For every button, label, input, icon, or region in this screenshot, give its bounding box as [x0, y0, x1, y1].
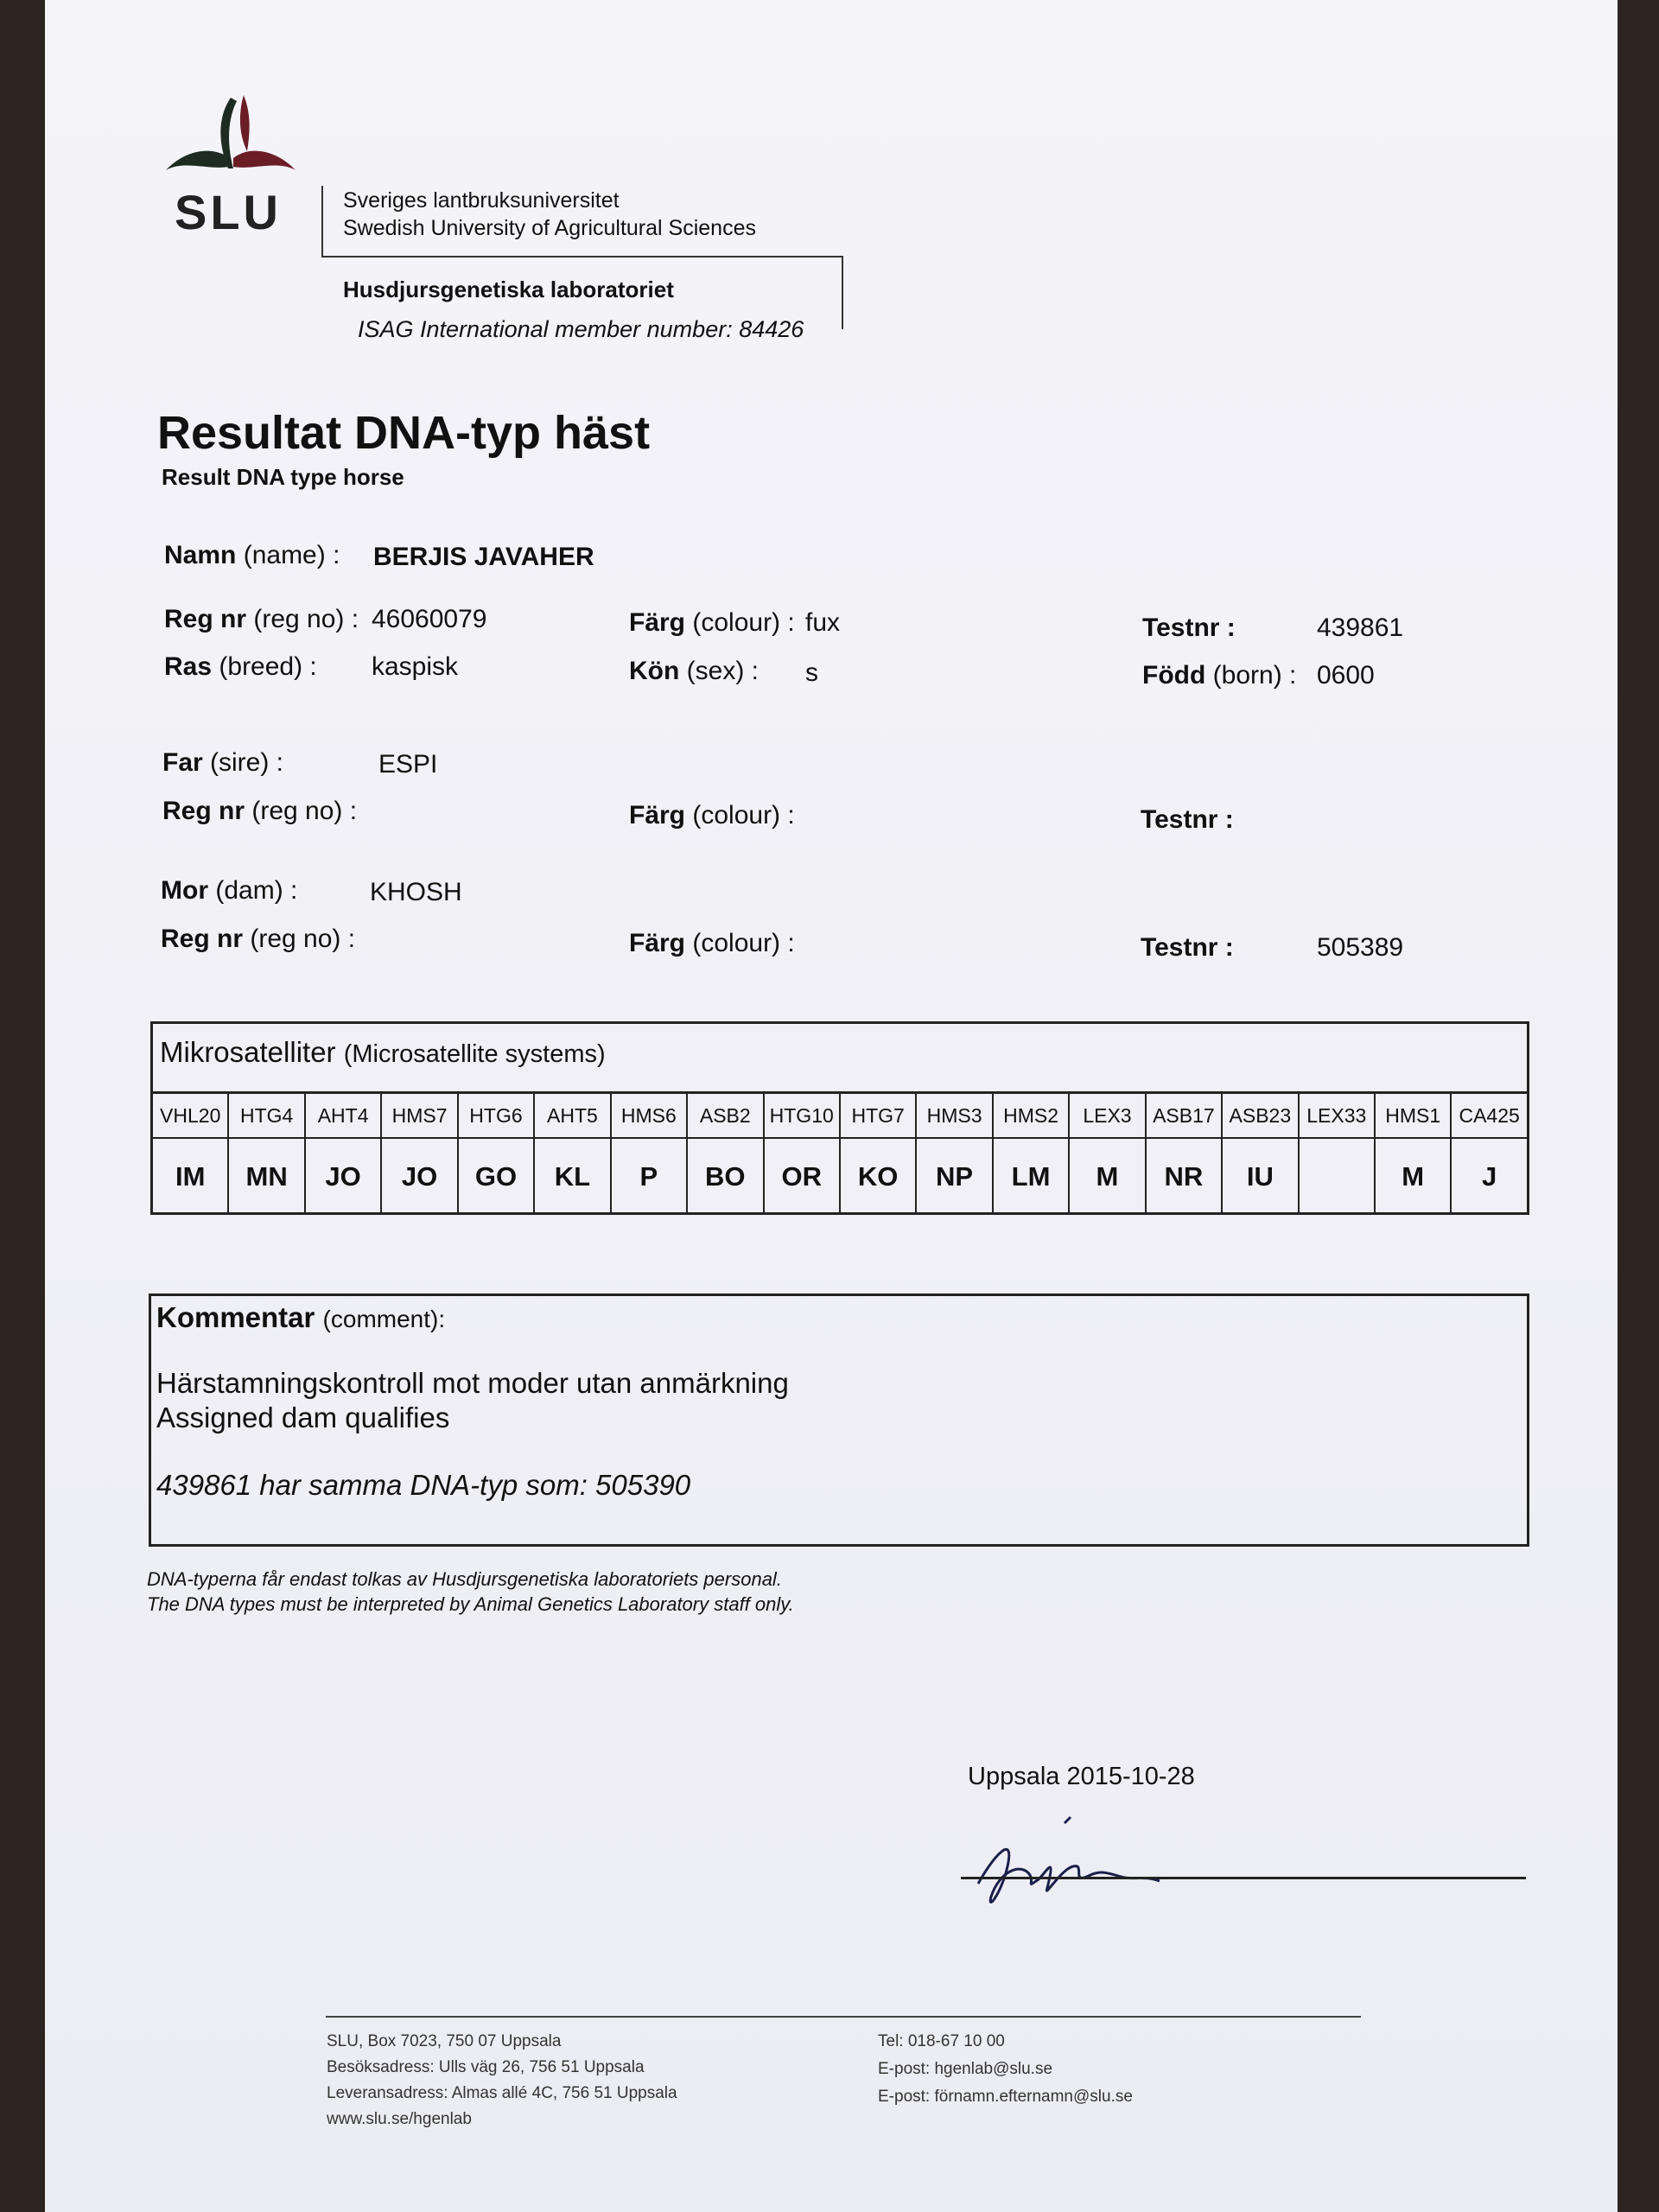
colour-label: Färg (colour) :	[629, 608, 795, 637]
marker-column	[1300, 1094, 1376, 1215]
marker-column	[688, 1094, 764, 1215]
horse-breed: kaspisk	[372, 652, 459, 681]
microsatellite-table	[150, 1021, 1529, 1215]
marker-name: HTG7	[841, 1094, 915, 1139]
document-page	[45, 0, 1618, 2212]
marker-value: KL	[554, 1161, 591, 1192]
marker-value: NP	[936, 1161, 974, 1192]
marker-value: JO	[401, 1161, 438, 1192]
breed-label: Ras (breed) :	[164, 652, 317, 681]
marker-name: HTG4	[229, 1094, 303, 1139]
signature-image	[961, 1802, 1185, 1923]
page-subtitle: Result DNA type horse	[162, 464, 404, 490]
marker-column	[765, 1094, 841, 1215]
horse-sex: s	[805, 658, 818, 687]
marker-name: ASB23	[1223, 1094, 1297, 1139]
marker-value: GO	[474, 1161, 518, 1192]
marker-column	[612, 1094, 688, 1215]
sire-label: Far (sire) :	[162, 748, 284, 777]
born-label: Född (born) :	[1142, 661, 1297, 690]
marker-value: KO	[857, 1161, 899, 1192]
marker-column	[1223, 1094, 1299, 1215]
horse-reg: 46060079	[372, 605, 487, 633]
marker-column	[459, 1094, 535, 1215]
marker-value: MN	[245, 1161, 288, 1192]
marker-value: M	[1096, 1161, 1119, 1192]
marker-value: OR	[781, 1161, 822, 1192]
isag-number: ISAG International member number: 84426	[358, 316, 804, 342]
marker-name: HMS7	[382, 1094, 456, 1139]
marker-value: J	[1482, 1161, 1497, 1192]
marker-column	[917, 1094, 993, 1215]
footer-visit: Besöksadress: Ulls väg 26, 756 51 Uppsala	[327, 2058, 645, 2076]
marker-value	[1300, 1139, 1374, 1215]
horse-colour: fux	[805, 608, 841, 637]
footer-web: www.slu.se/hgenlab	[327, 2110, 472, 2128]
slu-logo	[157, 91, 330, 242]
name-label: Namn (name) :	[164, 541, 340, 569]
slu-leaf-icon	[157, 91, 304, 186]
marker-column	[229, 1094, 305, 1215]
dam-test: 505389	[1317, 933, 1404, 962]
marker-value: IU	[1246, 1161, 1274, 1192]
sire-reg-label: Reg nr (reg no) :	[162, 797, 358, 825]
marker-name: ASB17	[1147, 1094, 1221, 1139]
marker-name: HTG6	[459, 1094, 533, 1139]
dam-test-label: Testnr :	[1141, 933, 1234, 962]
lab-name: Husdjursgenetiska laboratoriet	[343, 276, 674, 302]
university-name-sv: Sveriges lantbruksuniversitet	[343, 188, 620, 213]
marker-name: AHT5	[535, 1094, 609, 1139]
marker-column	[1070, 1094, 1146, 1215]
marker-name: HMS6	[612, 1094, 686, 1139]
page-title: Resultat DNA-typ häst	[157, 407, 651, 459]
microsatellite-grid	[153, 1091, 1527, 1215]
comment-line-dna: 439861 har samma DNA-typ som: 505390	[156, 1469, 691, 1501]
footer-email2: E-post: förnamn.efternamn@slu.se	[878, 2088, 1133, 2106]
horse-name: BERJIS JAVAHER	[373, 543, 594, 571]
header-frame-right	[842, 256, 843, 329]
marker-name: HMS1	[1376, 1094, 1450, 1139]
marker-column	[153, 1094, 229, 1215]
marker-name: LEX3	[1070, 1094, 1144, 1139]
sire-name: ESPI	[378, 750, 438, 779]
comment-line-sv: Härstamningskontroll mot moder utan anmärkning	[156, 1367, 789, 1399]
dam-reg-label: Reg nr (reg no) :	[161, 925, 356, 953]
marker-name: CA425	[1452, 1094, 1526, 1139]
sire-colour-label: Färg (colour) :	[629, 801, 795, 830]
test-label: Testnr :	[1142, 613, 1236, 642]
marker-name: LEX33	[1300, 1094, 1374, 1139]
horse-test: 439861	[1317, 613, 1404, 642]
marker-value: NR	[1164, 1161, 1204, 1192]
sire-test-label: Testnr :	[1141, 805, 1234, 834]
disclaimer-en: The DNA types must be interpreted by Animal Genetics Laboratory staff only.	[147, 1593, 794, 1615]
marker-name: ASB2	[688, 1094, 762, 1139]
dam-colour-label: Färg (colour) :	[629, 929, 795, 957]
footer-delivery: Leveransadress: Almas allé 4C, 756 51 Uppsala	[327, 2084, 677, 2102]
footer-tel: Tel: 018-67 10 00	[878, 2032, 1005, 2050]
marker-name: HMS3	[917, 1094, 991, 1139]
comment-box	[149, 1294, 1529, 1547]
marker-column	[1452, 1094, 1526, 1215]
marker-value: BO	[705, 1161, 746, 1192]
dam-name: KHOSH	[370, 878, 462, 906]
marker-value: IM	[175, 1161, 206, 1192]
marker-column	[1147, 1094, 1223, 1215]
marker-column	[1376, 1094, 1452, 1215]
marker-column	[841, 1094, 917, 1215]
horse-born: 0600	[1317, 661, 1375, 690]
marker-column	[994, 1094, 1070, 1215]
marker-name: HMS2	[994, 1094, 1068, 1139]
disclaimer-sv: DNA-typerna får endast tolkas av Husdjursgenetiska laboratoriets personal.	[147, 1568, 782, 1590]
marker-value: P	[639, 1161, 658, 1192]
footer-divider	[326, 2016, 1361, 2018]
marker-value: M	[1402, 1161, 1425, 1192]
place-date: Uppsala 2015-10-28	[968, 1763, 1195, 1790]
marker-column	[535, 1094, 611, 1215]
marker-name: HTG10	[765, 1094, 839, 1139]
marker-name: VHL20	[153, 1094, 227, 1139]
dam-label: Mor (dam) :	[161, 876, 298, 905]
signature-line	[961, 1877, 1526, 1879]
microsatellite-title: Mikrosatelliter (Microsatellite systems)	[160, 1036, 606, 1068]
reg-label: Reg nr (reg no) :	[164, 605, 359, 633]
header-frame-bottom	[321, 256, 843, 257]
marker-value: LM	[1011, 1161, 1051, 1192]
footer-email: E-post: hgenlab@slu.se	[878, 2060, 1053, 2078]
marker-column	[306, 1094, 382, 1215]
sex-label: Kön (sex) :	[629, 657, 760, 685]
marker-name: AHT4	[306, 1094, 380, 1139]
marker-value: JO	[325, 1161, 361, 1192]
header-frame-left	[321, 186, 323, 257]
logo-text: SLU	[175, 185, 282, 239]
footer-address: SLU, Box 7023, 750 07 Uppsala	[327, 2032, 562, 2050]
marker-column	[382, 1094, 458, 1215]
comment-line-en: Assigned dam qualifies	[156, 1402, 450, 1433]
university-name-en: Swedish University of Agricultural Sciences	[343, 216, 756, 240]
comment-title: Kommentar (comment):	[156, 1301, 446, 1333]
